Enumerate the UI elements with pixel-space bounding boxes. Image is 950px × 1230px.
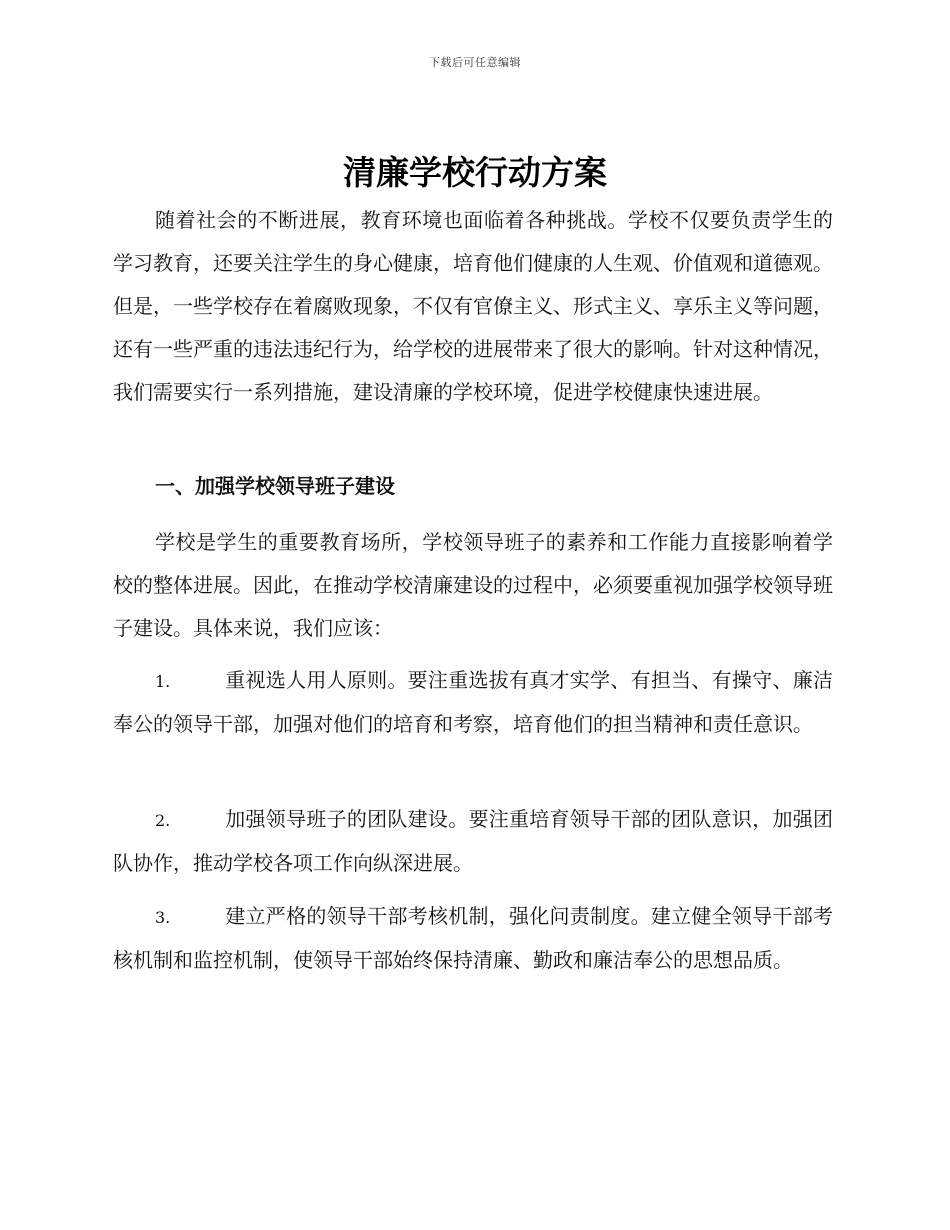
list-item-text: 建立严格的领导干部考核机制，强化问责制度。建立健全领导干部考核机制和监控机制，使领导干部始终保持清廉、勤政和廉洁奉公的思想品质。 bbox=[113, 904, 833, 972]
list-item bbox=[113, 895, 833, 982]
section-paragraph: 学校是学生的重要教育场所，学校领导班子的素养和工作能力直接影响着学校的整体进展。因此，在推动学校清廉建设的过程中，必须要重视加强学校领导班子建设。具体来说，我们应该： bbox=[113, 530, 833, 640]
list-item bbox=[113, 798, 833, 885]
intro-paragraph: 随着社会的不断进展，教育环境也面临着各种挑战。学校不仅要负责学生的学习教育，还要关注学生的身心健康，培育他们健康的人生观、价值观和道德观。但是，一些学校存在着腐败现象，不仅有官僚主义、形式主义、享乐主义等问题，还有一些严重的违法违纪行为，给学校的进展带来了很大的影响。针对这种情况，我们需要实行一系列措施，建设清廉的学校环境，促进学校健康快速进展。 bbox=[113, 208, 833, 404]
list-item-text: 重视选人用人原则。要注重选拔有真才实学、有担当、有操守、廉洁奉公的领导干部，加强对他们的培育和考察，培育他们的担当精神和责任意识。 bbox=[113, 668, 833, 736]
list-item-number: 1. bbox=[155, 672, 171, 691]
list-item bbox=[113, 659, 833, 746]
list-item-number: 3. bbox=[155, 908, 171, 927]
page-header-note: 下载后可任意编辑 bbox=[429, 56, 521, 69]
document-title: 清廉学校行动方案 bbox=[343, 153, 607, 192]
list-item-text: 加强领导班子的团队建设。要注重培育领导干部的团队意识，加强团队协作，推动学校各项工作向纵深进展。 bbox=[113, 807, 833, 875]
section-heading: 一、加强学校领导班子建设 bbox=[155, 474, 395, 498]
list-item-number: 2. bbox=[155, 811, 171, 830]
